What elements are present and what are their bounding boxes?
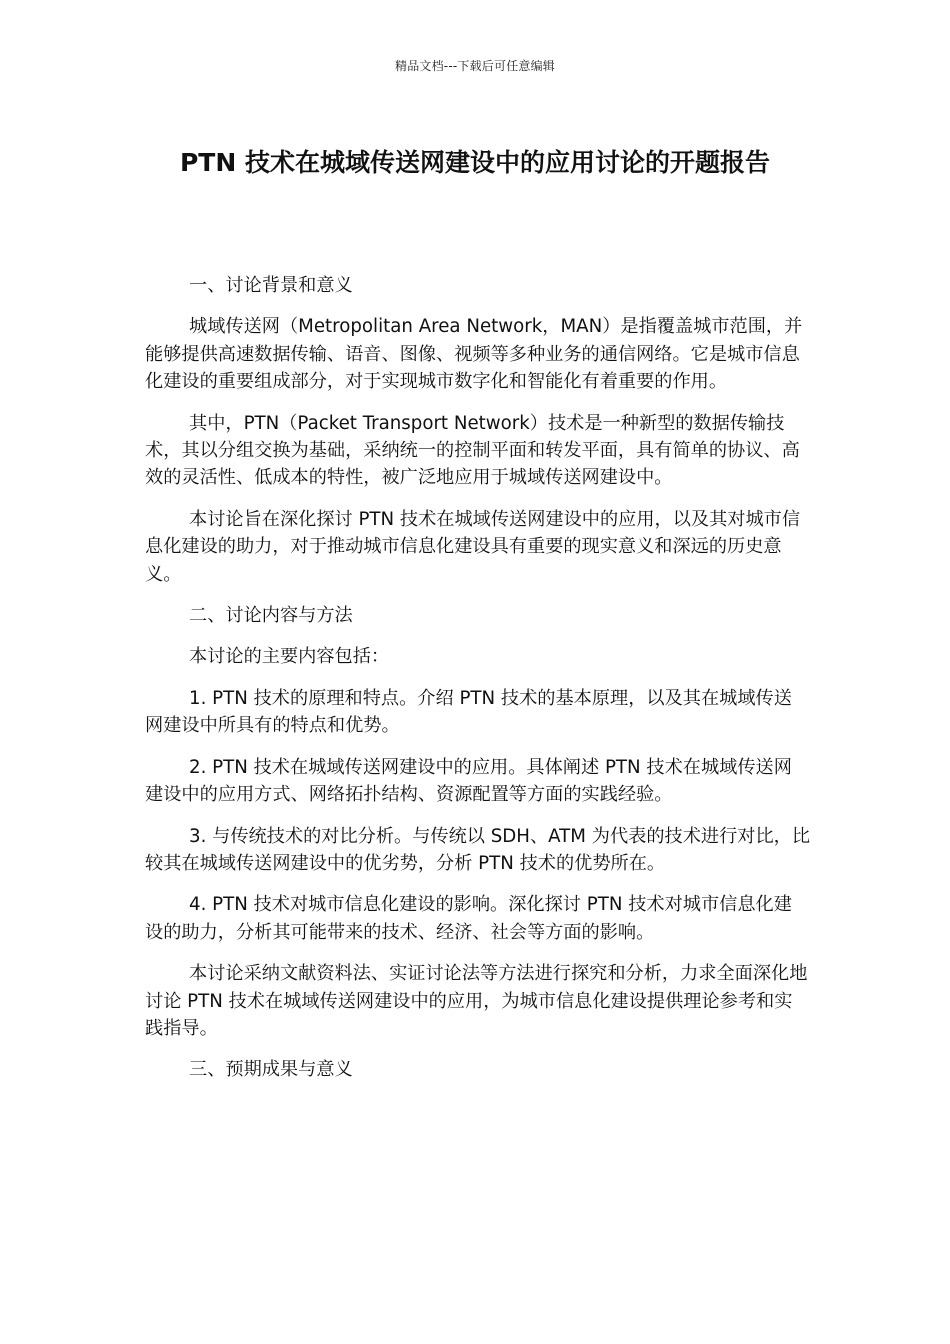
list-item-comparison: 3. 与传统技术的对比分析。与传统以 SDH、ATM 为代表的技术进行对比，比较其在城域传送网建设中的优劣势，分析 PTN 技术的优势所在。: [145, 825, 811, 874]
paragraph-man-intro: 城域传送网（Metropolitan Area Network，MAN）是指覆盖城市范围，并能够提供高速数据传输、语音、图像、视频等多种业务的通信网络。它是城市信息化建设的重要组成部分，对于实现城市数字化和智能化有着重要的作用。: [145, 316, 803, 393]
document-body: [145, 272, 810, 1098]
section-heading-content-methods: 二、讨论内容与方法: [189, 605, 353, 627]
paragraph-purpose: 本讨论旨在深化探讨 PTN 技术在城域传送网建设中的应用，以及其对城市信息化建设的助力，对于推动城市信息化建设具有重要的现实意义和深远的历史意义。: [145, 508, 801, 585]
paragraph-ptn-intro: 其中，PTN（Packet Transport Network）技术是一种新型的数据传输技术，其以分组交换为基础，采纳统一的控制平面和转发平面，具有简单的协议、高效的灵活性、低成本的特性，被广泛地应用于城域传送网建设中。: [145, 412, 800, 489]
header-note: 精品文档---下载后可任意编辑: [395, 59, 555, 73]
paragraph-methods: 本讨论采纳文献资料法、实证讨论法等方法进行探究和分析，力求全面深化地讨论 PTN 技术在城域传送网建设中的应用，为城市信息化建设提供理论参考和实践指导。: [145, 963, 808, 1039]
section-heading-background: 一、讨论背景和意义: [189, 275, 353, 296]
list-item-principles: 1. PTN 技术的原理和特点。介绍 PTN 技术的基本原理，以及其在城域传送网建设中所具有的特点和优势。: [145, 687, 792, 737]
page-title: PTN 技术在城域传送网建设中的应用讨论的开题报告: [179, 148, 770, 177]
list-item-application: 2. PTN 技术在城域传送网建设中的应用。具体阐述 PTN 技术在城域传送网建设中的应用方式、网络拓扑结构、资源配置等方面的实践经验。: [145, 756, 792, 806]
paragraph-content-intro: 本讨论的主要内容包括：: [189, 646, 390, 668]
section-heading-expected-results: 三、预期成果与意义: [189, 1059, 353, 1081]
list-item-impact: 4. PTN 技术对城市信息化建设的影响。深化探讨 PTN 技术对城市信息化建设的助力，分析其可能带来的技术、经济、社会等方面的影响。: [145, 894, 792, 943]
